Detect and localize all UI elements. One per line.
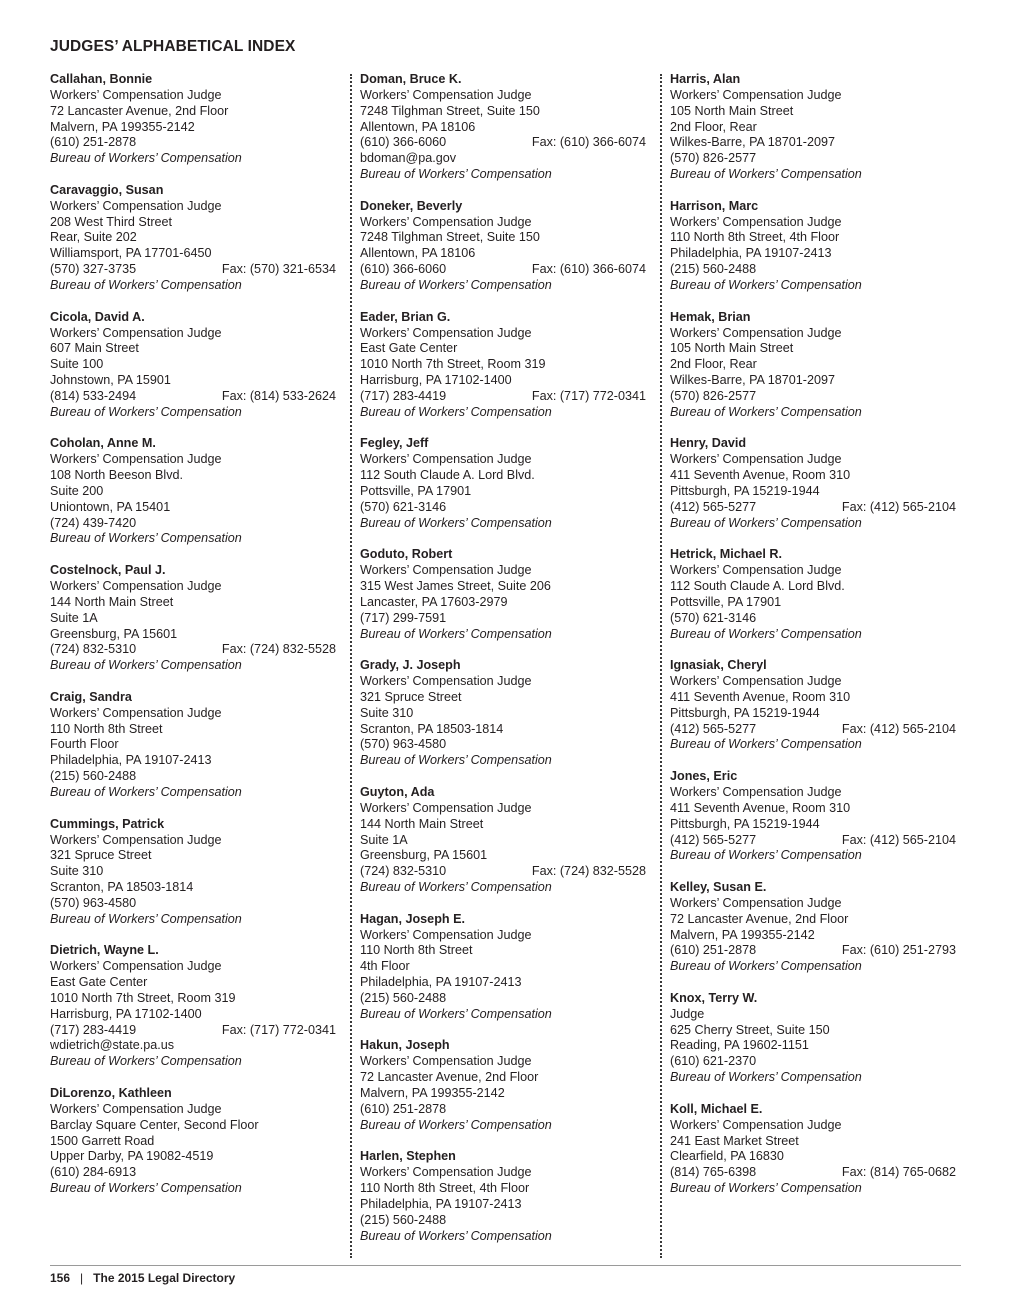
address-line: Workers’ Compensation Judge (50, 87, 222, 102)
fax-number: Fax: (412) 565-2104 (841, 832, 956, 847)
phone-number: (717) 283-4419 (360, 388, 447, 403)
footer-rule (50, 1265, 961, 1266)
bureau-name: Bureau of Workers’ Compensation (50, 277, 242, 292)
address-line: Workers’ Compensation Judge (50, 579, 222, 593)
address-line: Malvern, PA 199355-2142 (50, 119, 195, 134)
phone-row (360, 1102, 646, 1118)
phone-number: (570) 826-2577 (670, 151, 757, 166)
judge-entry (360, 310, 646, 421)
fax-number: Fax: (412) 565-2104 (841, 499, 956, 514)
phone-row (360, 262, 646, 278)
address-line: 110 North 8th Street, 4th Floor (670, 230, 840, 245)
judge-name: Koll, Michael E. (670, 1101, 763, 1116)
address-line: Uniontown, PA 15401 (50, 499, 171, 514)
address-line: 72 Lancaster Avenue, 2nd Floor (50, 103, 229, 118)
bureau-name: Bureau of Workers’ Compensation (50, 1181, 242, 1196)
phone-row (50, 262, 336, 278)
judge-name: DiLorenzo, Kathleen (50, 1086, 172, 1100)
bureau-name: Bureau of Workers’ Compensation (360, 277, 552, 292)
phone-number: (570) 826-2577 (670, 388, 757, 403)
judge-name: Hetrick, Michael R. (670, 547, 782, 562)
address-line: 7248 Tilghman Street, Suite 150 (360, 230, 540, 245)
judge-name: Doneker, Beverly (360, 198, 463, 213)
fax-number: Fax: (610) 366-6074 (531, 135, 646, 150)
footer-separator: | (80, 1271, 84, 1285)
address-line: 105 North Main Street (670, 341, 794, 356)
bureau-name: Bureau of Workers’ Compensation (50, 658, 242, 673)
fax-number: Fax: (814) 765-0682 (841, 1165, 956, 1180)
phone-row (670, 151, 956, 167)
judge-name: Dietrich, Wayne L. (50, 943, 159, 958)
bureau-name: Bureau of Workers’ Compensation (360, 880, 552, 895)
judge-entry (360, 1038, 646, 1133)
address-line: Suite 1A (50, 610, 98, 625)
fax-number: Fax: (717) 772-0341 (221, 1022, 336, 1037)
address-line: Workers’ Compensation Judge (50, 1101, 222, 1116)
judge-entry (670, 1102, 956, 1197)
address-line: Philadelphia, PA 19107-2413 (360, 975, 522, 990)
address-line: Judge (670, 1006, 705, 1021)
address-line: Philadelphia, PA 19107-2413 (670, 246, 832, 261)
address-line: Wilkes-Barre, PA 18701-2097 (670, 373, 835, 388)
page-footer (50, 1271, 235, 1285)
publication-title: The 2015 Legal Directory (93, 1271, 236, 1285)
phone-number: (724) 439-7420 (50, 515, 137, 530)
judge-entry (50, 563, 336, 674)
address-line: Pottsville, PA 17901 (360, 483, 472, 498)
address-line: Allentown, PA 18106 (360, 246, 476, 261)
address-line: Workers’ Compensation Judge (360, 927, 532, 942)
judge-name: Kelley, Susan E. (670, 880, 767, 895)
address-line: Suite 100 (50, 357, 104, 372)
column-3 (670, 72, 956, 1213)
bureau-name: Bureau of Workers’ Compensation (50, 531, 242, 546)
phone-row (670, 943, 956, 959)
fax-number: Fax: (724) 832-5528 (531, 864, 646, 879)
judge-entry (360, 912, 646, 1023)
address-line: 321 Spruce Street (360, 689, 462, 704)
phone-row (670, 611, 956, 627)
address-line: Workers’ Compensation Judge (670, 784, 842, 799)
address-line: Workers’ Compensation Judge (670, 87, 842, 102)
judge-name: Henry, David (670, 436, 747, 451)
phone-number: (724) 832-5310 (360, 864, 447, 879)
address-line: 144 North Main Street (360, 816, 484, 831)
address-line: Philadelphia, PA 19107-2413 (50, 753, 212, 768)
phone-row (670, 833, 956, 849)
judge-name: Hagan, Joseph E. (360, 911, 465, 926)
address-line: 72 Lancaster Avenue, 2nd Floor (360, 1070, 539, 1085)
phone-number: (215) 560-2488 (360, 990, 447, 1005)
address-line: Workers’ Compensation Judge (360, 800, 532, 815)
judge-entry (50, 183, 336, 294)
judge-entry (360, 1149, 646, 1244)
address-line: 4th Floor (360, 959, 410, 974)
address-line: 112 South Claude A. Lord Blvd. (360, 468, 535, 483)
judge-name: Knox, Terry W. (670, 990, 758, 1005)
bureau-name: Bureau of Workers’ Compensation (360, 1228, 552, 1243)
bureau-name: Bureau of Workers’ Compensation (360, 1117, 552, 1132)
bureau-name: Bureau of Workers’ Compensation (50, 151, 242, 166)
bureau-name: Bureau of Workers’ Compensation (670, 277, 862, 292)
bureau-name: Bureau of Workers’ Compensation (670, 626, 862, 641)
address-line: Suite 310 (360, 705, 414, 720)
phone-number: (814) 533-2494 (50, 388, 137, 403)
address-line: Workers’ Compensation Judge (50, 452, 222, 467)
address-line: Pottsville, PA 17901 (670, 594, 782, 609)
judge-entry (360, 72, 646, 183)
phone-row (360, 135, 646, 151)
address-line: Workers’ Compensation Judge (50, 325, 222, 340)
column-divider (660, 74, 662, 1258)
address-line: 411 Seventh Avenue, Room 310 (670, 689, 851, 704)
judge-name: Eader, Brian G. (360, 309, 451, 324)
judge-entry (50, 690, 336, 801)
judge-entry (670, 658, 956, 753)
address-line: Pittsburgh, PA 15219-1944 (670, 483, 820, 498)
bureau-name: Bureau of Workers’ Compensation (360, 1006, 552, 1021)
phone-number: (724) 832-5310 (50, 642, 137, 657)
phone-number: (412) 565-5277 (670, 721, 757, 736)
address-line: Workers’ Compensation Judge (670, 1117, 842, 1132)
address-line: Lancaster, PA 17603-2979 (360, 594, 508, 609)
phone-number: (610) 366-6060 (360, 135, 447, 150)
bureau-name: Bureau of Workers’ Compensation (360, 404, 552, 419)
phone-row (360, 611, 646, 627)
address-line: 1010 North 7th Street, Room 319 (360, 357, 546, 372)
judge-entry (50, 72, 336, 167)
address-line: Reading, PA 19602-1151 (670, 1038, 809, 1053)
phone-row (360, 864, 646, 880)
judge-name: Cicola, David A. (50, 309, 145, 324)
address-line: Pittsburgh, PA 15219-1944 (670, 705, 820, 720)
address-line: 105 North Main Street (670, 103, 794, 118)
bureau-name: Bureau of Workers’ Compensation (360, 515, 552, 530)
phone-row (50, 642, 336, 658)
judge-entry (50, 436, 336, 547)
judge-entry (670, 547, 956, 642)
phone-number: (610) 251-2878 (50, 135, 137, 150)
address-line: Suite 200 (50, 483, 104, 498)
address-line: Scranton, PA 18503-1814 (360, 721, 504, 736)
phone-row (50, 1023, 336, 1039)
judge-entry (50, 310, 336, 421)
judge-name: Costelnock, Paul J. (50, 563, 166, 578)
address-line: 144 North Main Street (50, 594, 174, 609)
judge-name: Doman, Bruce K. (360, 72, 462, 86)
judge-name: Harris, Alan (670, 72, 741, 86)
address-line: Workers’ Compensation Judge (360, 214, 532, 229)
address-line: Greensburg, PA 15601 (50, 626, 178, 641)
address-line: 607 Main Street (50, 341, 139, 356)
email-address[interactable]: bdoman@pa.gov (360, 151, 457, 166)
bureau-name: Bureau of Workers’ Compensation (670, 404, 862, 419)
judge-name: Craig, Sandra (50, 689, 132, 704)
address-line: Workers’ Compensation Judge (360, 452, 532, 467)
phone-row (50, 389, 336, 405)
address-line: Wilkes-Barre, PA 18701-2097 (670, 135, 835, 150)
address-line: 241 East Market Street (670, 1133, 799, 1148)
address-line: Workers’ Compensation Judge (360, 1054, 532, 1069)
phone-row (360, 991, 646, 1007)
address-line: 110 North 8th Street (50, 721, 163, 736)
fax-number: Fax: (610) 251-2793 (841, 943, 956, 958)
column-1 (50, 72, 336, 1213)
judge-name: Guyton, Ada (360, 784, 435, 799)
address-line: Workers’ Compensation Judge (360, 87, 532, 102)
bureau-name: Bureau of Workers’ Compensation (670, 1181, 862, 1196)
bureau-name: Bureau of Workers’ Compensation (670, 167, 862, 182)
judge-name: Jones, Eric (670, 769, 738, 784)
address-line: East Gate Center (360, 341, 458, 356)
address-line: Upper Darby, PA 19082-4519 (50, 1149, 214, 1164)
phone-number: (610) 366-6060 (360, 262, 447, 277)
fax-number: Fax: (814) 533-2624 (221, 388, 336, 403)
judge-name: Caravaggio, Susan (50, 182, 164, 197)
phone-number: (215) 560-2488 (360, 1212, 447, 1227)
address-line: 110 North 8th Street, 4th Floor (360, 1181, 530, 1196)
judge-name: Harrison, Marc (670, 198, 759, 213)
phone-row (360, 737, 646, 753)
address-line: Barclay Square Center, Second Floor (50, 1117, 259, 1132)
phone-row (360, 389, 646, 405)
fax-number: Fax: (717) 772-0341 (531, 388, 646, 403)
phone-row (360, 1213, 646, 1229)
phone-number: (610) 251-2878 (670, 943, 757, 958)
judge-name: Harlen, Stephen (360, 1149, 456, 1164)
address-line: Malvern, PA 199355-2142 (360, 1086, 505, 1100)
phone-number: (570) 327-3735 (50, 262, 137, 277)
judge-name: Ignasiak, Cheryl (670, 658, 767, 673)
bureau-name: Bureau of Workers’ Compensation (670, 1070, 862, 1085)
address-line: Pittsburgh, PA 15219-1944 (670, 816, 820, 831)
phone-number: (717) 283-4419 (50, 1022, 137, 1037)
phone-row (670, 389, 956, 405)
address-line: Workers’ Compensation Judge (360, 563, 532, 578)
address-line: Harrisburg, PA 17102-1400 (360, 373, 512, 388)
judge-entry (360, 547, 646, 642)
address-line: Williamsport, PA 17701-6450 (50, 246, 212, 261)
phone-number: (610) 621-2370 (670, 1054, 757, 1069)
phone-row (670, 262, 956, 278)
address-line: 411 Seventh Avenue, Room 310 (670, 800, 851, 815)
judge-entry (360, 658, 646, 769)
judge-entry (670, 72, 956, 183)
address-line: Workers’ Compensation Judge (670, 563, 842, 578)
address-line: 208 West Third Street (50, 214, 173, 229)
bureau-name: Bureau of Workers’ Compensation (50, 784, 242, 799)
judge-name: Cummings, Patrick (50, 816, 165, 831)
column-divider (350, 74, 352, 1258)
phone-row (670, 1054, 956, 1070)
fax-number: Fax: (610) 366-6074 (531, 262, 646, 277)
bureau-name: Bureau of Workers’ Compensation (670, 848, 862, 863)
address-line: 625 Cherry Street, Suite 150 (670, 1022, 830, 1037)
address-line: Workers’ Compensation Judge (670, 674, 842, 689)
bureau-name: Bureau of Workers’ Compensation (670, 515, 862, 530)
address-line: 2nd Floor, Rear (670, 357, 757, 372)
judge-entry (670, 310, 956, 421)
judge-entry (360, 436, 646, 531)
fax-number: Fax: (724) 832-5528 (221, 642, 336, 657)
phone-number: (610) 251-2878 (360, 1101, 447, 1116)
phone-number: (570) 963-4580 (360, 737, 447, 752)
address-line: 315 West James Street, Suite 206 (360, 579, 551, 593)
judge-name: Callahan, Bonnie (50, 72, 153, 86)
bureau-name: Bureau of Workers’ Compensation (50, 1054, 242, 1069)
address-line: Clearfield, PA 16830 (670, 1149, 784, 1164)
bureau-name: Bureau of Workers’ Compensation (670, 737, 862, 752)
address-line: 411 Seventh Avenue, Room 310 (670, 468, 851, 483)
judge-entry (670, 991, 956, 1086)
fax-number: Fax: (570) 321-6534 (221, 262, 336, 277)
address-line: 1500 Garrett Road (50, 1133, 155, 1148)
fax-number: Fax: (412) 565-2104 (841, 721, 956, 736)
address-line: Workers’ Compensation Judge (50, 198, 222, 213)
bureau-name: Bureau of Workers’ Compensation (50, 404, 242, 419)
judge-entry (670, 436, 956, 531)
bureau-name: Bureau of Workers’ Compensation (360, 626, 552, 641)
address-line: Workers’ Compensation Judge (360, 674, 532, 689)
address-line: 72 Lancaster Avenue, 2nd Floor (670, 911, 849, 926)
address-line: Greensburg, PA 15601 (360, 848, 488, 863)
address-line: Workers’ Compensation Judge (360, 325, 532, 340)
bureau-name: Bureau of Workers’ Compensation (360, 753, 552, 768)
address-line: 108 North Beeson Blvd. (50, 468, 184, 483)
judge-entry (50, 817, 336, 928)
address-line: Harrisburg, PA 17102-1400 (50, 1006, 202, 1021)
phone-number: (717) 299-7591 (360, 610, 447, 625)
phone-number: (570) 963-4580 (50, 895, 137, 910)
phone-row (670, 722, 956, 738)
address-line: 7248 Tilghman Street, Suite 150 (360, 103, 540, 118)
address-line: Malvern, PA 199355-2142 (670, 927, 815, 942)
address-line: Workers’ Compensation Judge (670, 214, 842, 229)
address-line: 321 Spruce Street (50, 848, 152, 863)
phone-row (360, 500, 646, 516)
bureau-name: Bureau of Workers’ Compensation (360, 167, 552, 182)
page-number: 156 (50, 1271, 71, 1285)
address-line: Allentown, PA 18106 (360, 119, 476, 134)
address-line: Fourth Floor (50, 737, 119, 752)
judge-name: Goduto, Robert (360, 547, 453, 562)
address-line: Workers’ Compensation Judge (670, 895, 842, 910)
address-line: 110 North 8th Street (360, 943, 473, 958)
address-line: Scranton, PA 18503-1814 (50, 880, 194, 895)
judge-entry (670, 880, 956, 975)
phone-row (50, 896, 336, 912)
address-line: Rear, Suite 202 (50, 230, 137, 245)
phone-number: (570) 621-3146 (670, 610, 757, 625)
judge-entry (360, 785, 646, 896)
judge-name: Coholan, Anne M. (50, 436, 156, 451)
judge-entry (50, 1086, 336, 1197)
address-line: 112 South Claude A. Lord Blvd. (670, 579, 845, 593)
address-line: East Gate Center (50, 975, 148, 990)
judge-entry (360, 199, 646, 294)
address-line: 2nd Floor, Rear (670, 119, 757, 134)
phone-row (50, 1165, 336, 1181)
phone-number: (215) 560-2488 (670, 262, 757, 277)
phone-number: (215) 560-2488 (50, 769, 137, 784)
address-line: Suite 310 (50, 864, 104, 879)
address-line: 1010 North 7th Street, Room 319 (50, 990, 236, 1005)
phone-row (50, 769, 336, 785)
address-line: Workers’ Compensation Judge (50, 959, 222, 974)
column-2 (360, 72, 646, 1260)
bureau-name: Bureau of Workers’ Compensation (670, 959, 862, 974)
address-line: Johnstown, PA 15901 (50, 373, 171, 388)
judge-name: Hemak, Brian (670, 309, 751, 324)
judge-name: Fegley, Jeff (360, 436, 429, 451)
phone-row (50, 516, 336, 532)
page-title: JUDGES’ ALPHABETICAL INDEX (50, 38, 296, 55)
judge-name: Grady, J. Joseph (360, 658, 461, 673)
judge-entry (670, 769, 956, 864)
address-line: Workers’ Compensation Judge (360, 1165, 532, 1180)
phone-row (670, 1165, 956, 1181)
phone-number: (570) 621-3146 (360, 499, 447, 514)
bureau-name: Bureau of Workers’ Compensation (50, 911, 242, 926)
phone-row (670, 500, 956, 516)
phone-number: (814) 765-6398 (670, 1165, 757, 1180)
email-address[interactable]: wdietrich@state.pa.us (50, 1038, 175, 1053)
judge-entry (670, 199, 956, 294)
address-line: Workers’ Compensation Judge (50, 832, 222, 847)
address-line: Suite 1A (360, 832, 408, 847)
phone-number: (412) 565-5277 (670, 499, 757, 514)
address-line: Workers’ Compensation Judge (670, 452, 842, 467)
address-line: Workers’ Compensation Judge (670, 325, 842, 340)
judge-entry (50, 943, 336, 1070)
phone-row (50, 135, 336, 151)
address-line: Workers’ Compensation Judge (50, 705, 222, 720)
phone-number: (610) 284-6913 (50, 1165, 137, 1180)
address-line: Philadelphia, PA 19107-2413 (360, 1196, 522, 1211)
phone-number: (412) 565-5277 (670, 832, 757, 847)
judge-name: Hakun, Joseph (360, 1038, 450, 1053)
